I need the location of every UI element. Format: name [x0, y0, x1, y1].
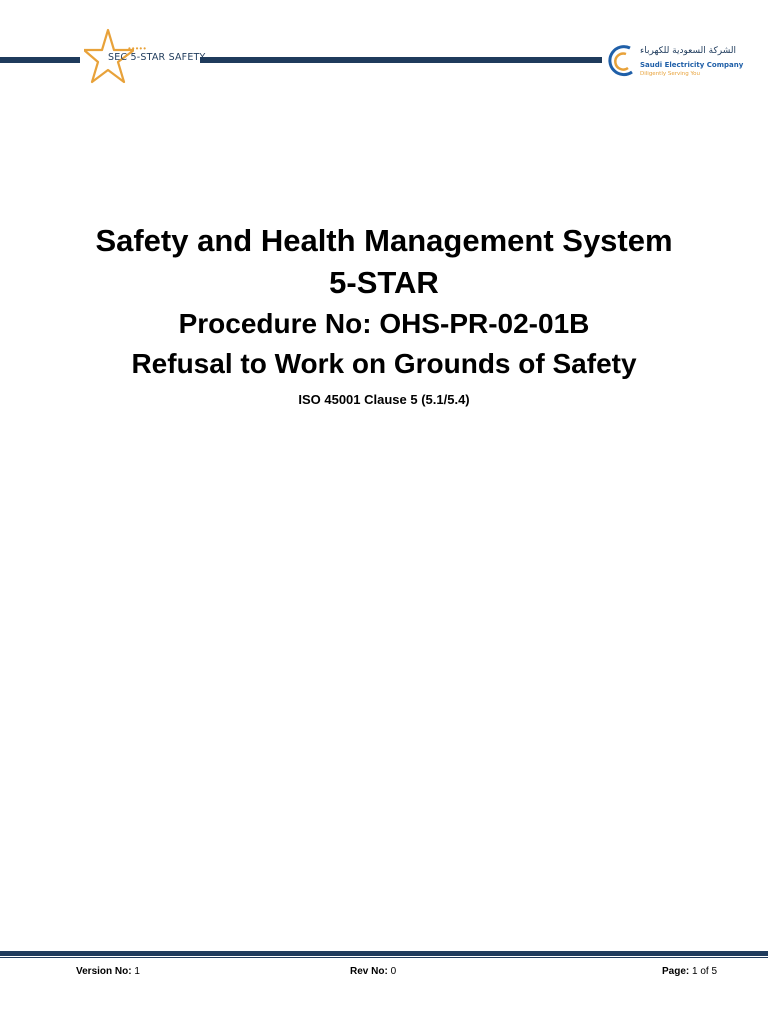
version-label: Version No: [76, 966, 132, 977]
footer-version [76, 966, 140, 977]
page-value: 1 of 5 [692, 966, 718, 977]
document-subtitle: 5-STAR [329, 265, 439, 300]
iso-reference: ISO 45001 Clause 5 (5.1/5.4) [298, 392, 470, 407]
company-emblem-icon [608, 42, 638, 82]
company-name-arabic: الشركة السعودية للكهرباء [640, 46, 736, 56]
sec-logo-text: SEC 5-STAR SAFETY [108, 52, 206, 63]
document-title: Safety and Health Management System [95, 223, 673, 258]
company-tagline: Diligently Serving You [640, 71, 700, 77]
rev-value: 0 [390, 966, 397, 977]
logo-dots: ••••• [128, 44, 148, 53]
header-rule-left-thin [0, 62, 80, 63]
footer-rule [0, 951, 768, 956]
sec-5-star-safety-logo [84, 28, 206, 88]
footer-rule-thin [0, 957, 768, 958]
page-header [0, 0, 768, 110]
version-value: 1 [134, 966, 140, 977]
company-name-english: Saudi Electricity Company [640, 61, 744, 69]
footer-revision [350, 966, 396, 977]
saudi-electricity-company-logo [608, 40, 748, 86]
header-rule-middle-thin [200, 62, 602, 63]
procedure-title: Refusal to Work on Grounds of Safety [131, 348, 637, 379]
footer-page-number [662, 966, 717, 977]
rev-label: Rev No: [350, 966, 388, 977]
page-label: Page: [662, 966, 690, 977]
procedure-number: Procedure No: OHS-PR-02-01B [178, 308, 590, 339]
document-title-block [0, 220, 768, 410]
